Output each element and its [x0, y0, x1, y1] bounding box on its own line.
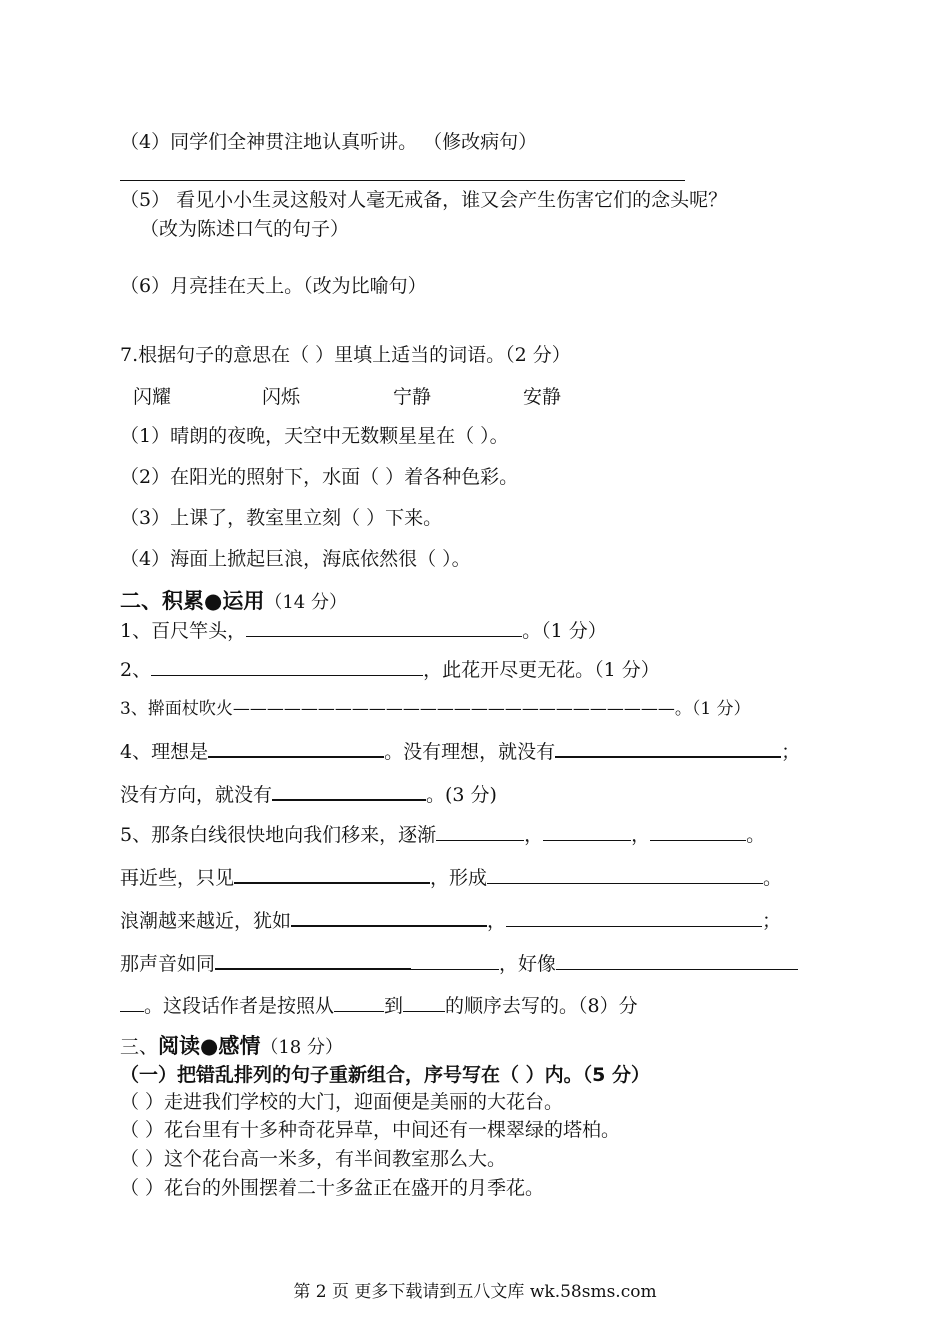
- item-5-line-2: 再近些，只见 ，形成 。: [120, 864, 782, 890]
- page-footer: 第 2 页 更多下载请到五八文库 wk.58sms.com: [293, 1282, 657, 1302]
- blank[interactable]: [555, 738, 781, 758]
- section-2-title: 二、积累●运用: [120, 589, 265, 613]
- section-2-score: （14 分）: [264, 592, 347, 613]
- item-5-line-3: 浪潮越来越近，犹如 ， ；: [120, 907, 781, 933]
- section-3-title: 阅读●感情: [158, 1034, 261, 1058]
- item-4-cont: 没有方向，就没有 。(3 分): [120, 781, 497, 807]
- word-option-2: 闪烁: [262, 386, 301, 408]
- section-3-score: （18 分）: [260, 1037, 343, 1058]
- section-2-heading: [120, 589, 347, 615]
- item-5: 5、那条白线很快地向我们移来，逐渐 ， ， 。: [120, 824, 766, 846]
- item-1: 1、百尺竿头， 。（1 分）: [120, 620, 607, 642]
- blank[interactable]: [334, 993, 384, 1012]
- blank[interactable]: [506, 908, 762, 927]
- blank[interactable]: [272, 781, 426, 801]
- blank[interactable]: [487, 865, 763, 884]
- blank[interactable]: [120, 993, 144, 1012]
- reorder-sentence-2: （ ）花台里有十多种奇花异草，中间还有一棵翠绿的塔柏。: [120, 1119, 621, 1141]
- sentence-5: （5） 看见小小生灵这般对人毫无戒备，谁又会产生伤害它们的念头呢？: [120, 189, 728, 211]
- reorder-sentence-3: （ ）这个花台高一米多，有半间教室那么大。: [120, 1148, 507, 1170]
- word-option-4: 安静: [523, 386, 562, 408]
- blank[interactable]: [650, 822, 746, 841]
- blank[interactable]: [436, 822, 524, 841]
- question-7-item-1: （1）晴朗的夜晚，天空中无数颗星星在（ ）。: [120, 425, 509, 447]
- word-option-1: 闪耀: [133, 386, 172, 408]
- section-3-heading: 三、阅读●感情（18 分）: [120, 1034, 343, 1058]
- blank[interactable]: [403, 993, 445, 1012]
- reorder-sentence-1: （ ）走进我们学校的大门，迎面便是美丽的大花台。: [120, 1091, 564, 1113]
- question-7: 7.根据句子的意思在（ ）里填上适当的词语。（2 分）: [120, 344, 571, 366]
- blank[interactable]: [234, 864, 430, 884]
- sentence-6: （6）月亮挂在天上。（改为比喻句）: [120, 275, 427, 297]
- section-3-subheading: （一）把错乱排列的句子重新组合，序号写在（ ）内。（5 分）: [120, 1064, 650, 1086]
- item-5-line-5: 。这段话作者是按照从 到 的顺序去写的。（8）分: [120, 993, 638, 1018]
- blank[interactable]: [151, 657, 423, 676]
- item-2: 2、 ，此花开尽更无花。（1 分）: [120, 659, 660, 681]
- sentence-5-instruction: （改为陈述口气的句子）: [140, 218, 350, 240]
- item-4: 4、理想是 。没有理想，就没有 ；: [120, 738, 800, 764]
- word-option-3: 宁静: [393, 386, 432, 408]
- item-3: 3、擀面杖吹火——————————————————————————。（1 分）: [120, 699, 751, 719]
- question-7-item-2: （2）在阳光的照射下，水面（ ）着各种色彩。: [120, 466, 519, 488]
- answer-line: [120, 180, 685, 181]
- blank[interactable]: [556, 951, 798, 970]
- question-7-item-4: （4）海面上掀起巨浪，海底依然很（ ）。: [120, 548, 471, 570]
- blank[interactable]: [543, 822, 631, 841]
- sentence-4: （4）同学们全神贯注地认真听讲。 （修改病句）: [120, 131, 538, 153]
- blank[interactable]: [246, 618, 522, 637]
- blank[interactable]: [215, 950, 411, 970]
- blank[interactable]: [208, 738, 384, 758]
- question-7-item-3: （3）上课了，教室里立刻（ ）下来。: [120, 507, 443, 529]
- blank[interactable]: [411, 951, 499, 970]
- item-5-line-4: 那声音如同 ，好像: [120, 950, 798, 976]
- reorder-sentence-4: （ ）花台的外围摆着二十多盆正在盛开的月季花。: [120, 1177, 545, 1199]
- blank[interactable]: [291, 907, 487, 927]
